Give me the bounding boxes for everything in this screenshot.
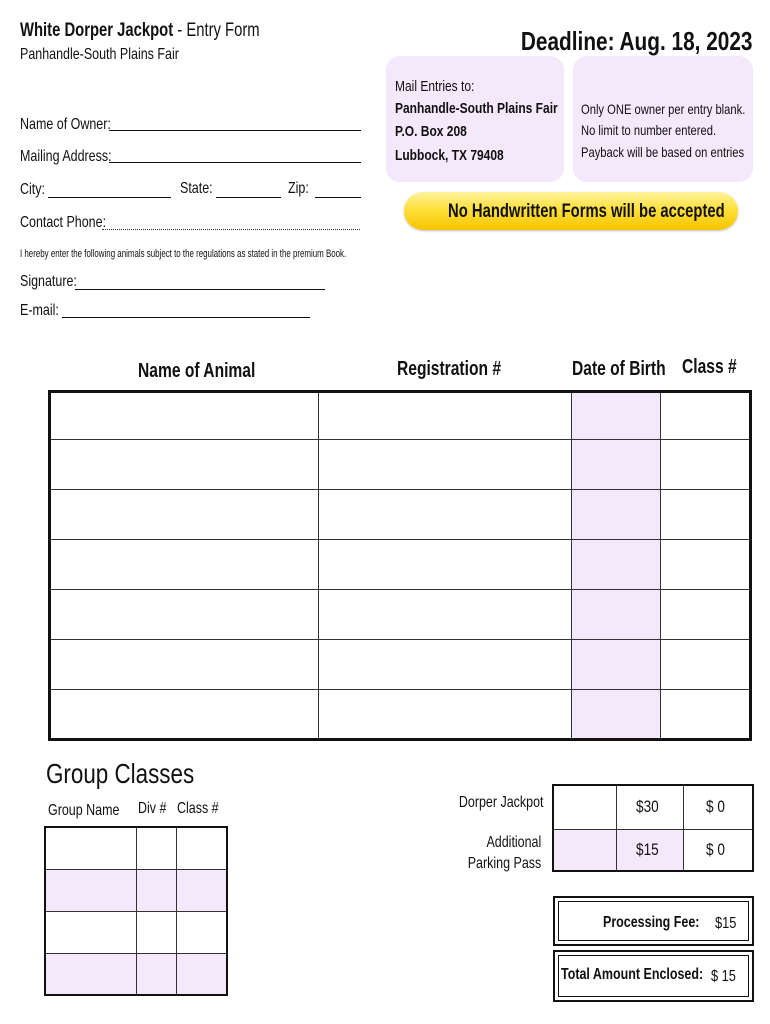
parking-total: $ 0 [706,839,726,859]
form-title-bold: White Dorper Jackpot [20,20,174,41]
registration-cell[interactable] [318,540,571,590]
group-class-cell[interactable] [176,911,227,953]
zip-field[interactable] [315,197,361,198]
dob-cell[interactable] [571,490,661,540]
dob-cell[interactable] [571,690,661,740]
rule-one-owner: Only ONE owner per entry blank. [581,101,746,117]
group-class-cell[interactable] [176,869,227,911]
processing-fee-value: $15 [715,915,737,932]
mail-entries-heading: Mail Entries to: [395,78,475,95]
form-title [20,20,260,42]
col-header-dob: Date of Birth [572,358,666,380]
col-header-class: Class # [682,356,737,378]
no-handwritten-banner [404,192,738,230]
group-name-cell[interactable] [45,953,136,995]
form-title-rest: - Entry Form [173,20,260,41]
group-div-cell[interactable] [136,869,176,911]
email-field[interactable] [62,317,310,318]
table-row [45,911,227,953]
group-class-cell[interactable] [176,827,227,869]
table-row [50,590,751,640]
table-row [553,829,753,871]
dob-cell[interactable] [571,590,661,640]
mail-entries-po-box: P.O. Box 208 [395,123,467,140]
registration-cell[interactable] [318,440,571,490]
animal-name-cell[interactable] [50,590,319,640]
parking-price-cell [616,829,683,871]
entry-statement: I hereby enter the following animals subject to the regulations as stated in the premium Book. [20,248,347,260]
mailing-address-label: Mailing Address: [20,148,112,165]
group-name-cell[interactable] [45,827,136,869]
mail-entries-box [386,56,564,182]
group-classes-table [44,826,228,996]
class-cell[interactable] [661,490,751,540]
class-cell[interactable] [661,440,751,490]
animal-name-cell[interactable] [50,490,319,540]
total-amount-box [553,950,754,1002]
entry-rules-box [573,56,753,182]
fee-table [552,784,754,872]
table-row [45,953,227,995]
registration-cell[interactable] [318,640,571,690]
animal-name-cell[interactable] [50,392,319,440]
group-name-cell[interactable] [45,911,136,953]
table-row [553,785,753,829]
owner-name-field[interactable] [109,130,361,131]
parking-total-cell[interactable] [684,829,753,871]
signature-label: Signature: [20,273,77,290]
zip-label: Zip: [288,180,309,197]
contact-phone-label: Contact Phone: [20,214,107,231]
class-cell[interactable] [661,690,751,740]
mail-entries-org: Panhandle-South Plains Fair [395,100,558,117]
rule-payback: Payback will be based on entries [581,144,745,160]
rule-no-limit: No limit to number entered. [581,122,717,138]
animal-name-cell[interactable] [50,540,319,590]
table-row [50,540,751,590]
table-row [50,392,751,440]
mailing-address-field[interactable] [109,162,361,163]
col-header-registration: Registration # [397,358,502,380]
group-name-cell[interactable] [45,869,136,911]
dob-cell[interactable] [571,540,661,590]
dob-cell[interactable] [571,440,661,490]
registration-cell[interactable] [318,590,571,640]
group-name-header: Group Name [48,802,120,819]
table-row [45,869,227,911]
animal-name-cell[interactable] [50,440,319,490]
contact-phone-field[interactable] [102,229,360,230]
class-cell[interactable] [661,590,751,640]
class-cell[interactable] [661,640,751,690]
state-field[interactable] [216,197,281,198]
jackpot-total-cell[interactable] [684,785,753,829]
fair-name: Panhandle-South Plains Fair [20,46,179,63]
group-div-cell[interactable] [136,827,176,869]
table-row [45,827,227,869]
class-cell[interactable] [661,540,751,590]
total-amount-label: Total Amount Enclosed: [561,966,704,983]
dob-cell[interactable] [571,392,661,440]
class-cell[interactable] [661,392,751,440]
parking-pass-label-line2: Parking Pass [467,855,541,872]
table-row [50,440,751,490]
group-class-cell[interactable] [176,953,227,995]
city-label: City: [20,181,45,198]
registration-cell[interactable] [318,490,571,540]
dorper-jackpot-label: Dorper Jackpot [458,794,543,811]
registration-cell[interactable] [318,392,571,440]
signature-field[interactable] [75,289,325,290]
animal-name-cell[interactable] [50,690,319,740]
group-div-header: Div # [138,800,167,817]
owner-name-label: Name of Owner: [20,116,111,133]
jackpot-price: $30 [635,797,659,817]
animal-name-cell[interactable] [50,640,319,690]
dob-cell[interactable] [571,640,661,690]
parking-price: $15 [635,839,659,859]
jackpot-price-cell [616,785,683,829]
group-class-header: Class # [177,800,219,817]
banner-text: No Handwritten Forms will be accepted [448,201,725,222]
deadline: Deadline: Aug. 18, 2023 [520,26,752,56]
city-field[interactable] [48,197,171,198]
email-label: E-mail: [20,302,59,319]
mail-entries-city: Lubbock, TX 79408 [395,147,504,164]
table-row [50,640,751,690]
registration-cell[interactable] [318,690,571,740]
group-div-cell[interactable] [136,953,176,995]
jackpot-qty-cell[interactable] [553,785,616,829]
table-row [50,490,751,540]
table-row [50,690,751,740]
total-amount-value[interactable]: $ 15 [711,968,736,985]
jackpot-total: $ 0 [706,797,726,817]
processing-fee-label: Processing Fee: [603,914,700,931]
group-classes-title: Group Classes [46,758,195,789]
group-div-cell[interactable] [136,911,176,953]
processing-fee-box [553,896,754,946]
animal-entry-table [48,390,752,741]
col-header-animal-name: Name of Animal [138,360,256,382]
parking-qty-cell[interactable] [553,829,616,871]
state-label: State: [180,180,213,197]
parking-pass-label-line1: Additional [486,834,541,851]
